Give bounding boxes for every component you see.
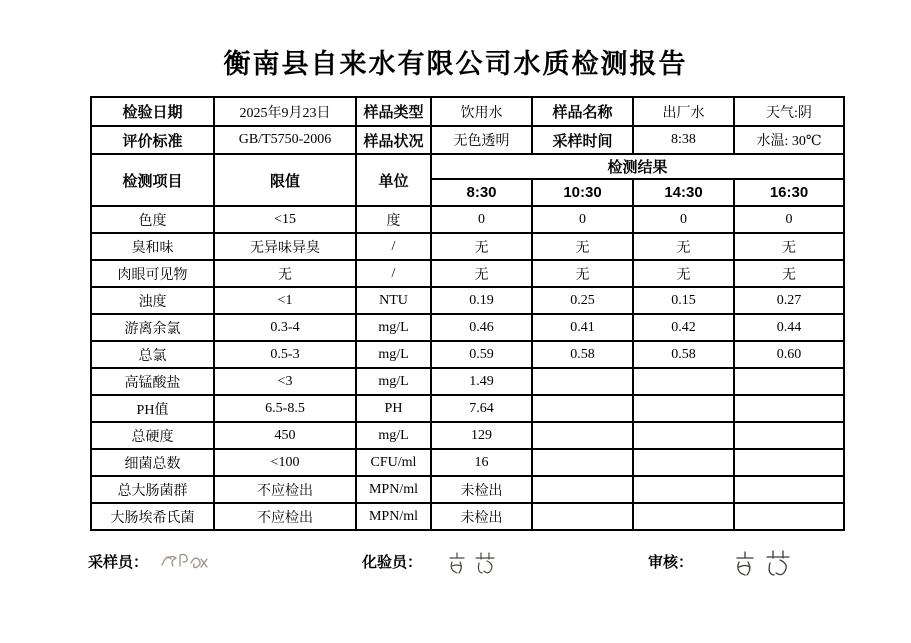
value-cell: 0.25 — [532, 287, 633, 314]
value-cell: 无 — [734, 260, 844, 287]
weather-value: 天气:阴 — [734, 97, 844, 126]
water-temp-value: 水温: 30℃ — [734, 126, 844, 154]
value-cell — [532, 395, 633, 422]
limit-cell: 6.5-8.5 — [214, 395, 356, 422]
tester-label: 化验员： — [362, 554, 423, 571]
table-row — [91, 503, 844, 530]
tester-signature-block — [362, 552, 502, 576]
value-cell: 无 — [431, 260, 532, 287]
value-cell — [633, 368, 734, 395]
standard-value: GB/T5750-2006 — [214, 126, 356, 154]
table-row — [91, 341, 844, 368]
value-cell: 无 — [734, 233, 844, 260]
table-row — [91, 368, 844, 395]
param-cell: 细菌总数 — [91, 449, 214, 476]
sample-type-value: 饮用水 — [431, 97, 532, 126]
param-cell: 肉眼可见物 — [91, 260, 214, 287]
sample-name-label: 样品名称 — [532, 97, 633, 126]
sampler-signature-block — [88, 552, 210, 574]
time-column-header: 16:30 — [734, 179, 844, 206]
param-cell: 色度 — [91, 206, 214, 233]
value-cell: 1.49 — [431, 368, 532, 395]
limit-column-header: 限值 — [214, 154, 356, 206]
unit-cell: PH — [356, 395, 431, 422]
value-cell — [633, 503, 734, 530]
value-cell — [734, 368, 844, 395]
value-cell: 0 — [734, 206, 844, 233]
value-cell — [734, 395, 844, 422]
value-cell — [633, 395, 734, 422]
value-cell: 0.19 — [431, 287, 532, 314]
param-cell: 大肠埃希氏菌 — [91, 503, 214, 530]
table-row — [91, 97, 844, 126]
value-cell: 0.42 — [633, 314, 734, 341]
value-cell: 0.59 — [431, 341, 532, 368]
value-cell — [734, 476, 844, 503]
reviewer-signature — [729, 548, 797, 580]
value-cell: 未检出 — [431, 476, 532, 503]
unit-cell: mg/L — [356, 422, 431, 449]
limit-cell: 不应检出 — [214, 503, 356, 530]
table-row — [91, 233, 844, 260]
value-cell: 无 — [532, 233, 633, 260]
standard-label: 评价标准 — [91, 126, 214, 154]
value-cell: 7.64 — [431, 395, 532, 422]
table-row — [91, 154, 844, 179]
limit-cell: <15 — [214, 206, 356, 233]
value-cell — [633, 422, 734, 449]
value-cell: 0.27 — [734, 287, 844, 314]
table-row — [91, 126, 844, 154]
limit-cell: 0.5-3 — [214, 341, 356, 368]
water-quality-table — [90, 96, 845, 531]
sample-name-value: 出厂水 — [633, 97, 734, 126]
unit-column-header: 单位 — [356, 154, 431, 206]
unit-cell: MPN/ml — [356, 476, 431, 503]
value-cell: 无 — [633, 260, 734, 287]
table-row — [91, 422, 844, 449]
time-column-header: 10:30 — [532, 179, 633, 206]
table-row — [91, 449, 844, 476]
param-cell: 游离余氯 — [91, 314, 214, 341]
tester-signature — [444, 550, 502, 576]
value-cell: 0.46 — [431, 314, 532, 341]
sampler-signature — [158, 550, 210, 574]
sampling-time-label: 采样时间 — [532, 126, 633, 154]
sampler-label: 采样员： — [88, 554, 149, 571]
limit-cell: 无异味异臭 — [214, 233, 356, 260]
unit-cell: mg/L — [356, 314, 431, 341]
table-row — [91, 260, 844, 287]
value-cell: 0.41 — [532, 314, 633, 341]
time-column-header: 8:30 — [431, 179, 532, 206]
param-cell: 臭和味 — [91, 233, 214, 260]
value-cell: 0 — [532, 206, 633, 233]
limit-cell: 0.3-4 — [214, 314, 356, 341]
unit-cell: 度 — [356, 206, 431, 233]
unit-cell: mg/L — [356, 368, 431, 395]
value-cell: 0 — [633, 206, 734, 233]
sampling-time-value: 8:38 — [633, 126, 734, 154]
value-cell: 0.60 — [734, 341, 844, 368]
table-row — [91, 206, 844, 233]
reviewer-signature-block — [648, 552, 797, 580]
value-cell: 无 — [532, 260, 633, 287]
reviewer-label: 审核： — [648, 554, 694, 571]
limit-cell: 不应检出 — [214, 476, 356, 503]
value-cell: 0.44 — [734, 314, 844, 341]
value-cell — [532, 503, 633, 530]
param-cell: 总氯 — [91, 341, 214, 368]
value-cell — [734, 449, 844, 476]
page-title: 衡南县自来水有限公司水质检测报告 — [223, 49, 688, 79]
value-cell: 0.58 — [532, 341, 633, 368]
value-cell: 无 — [633, 233, 734, 260]
param-cell: 总大肠菌群 — [91, 476, 214, 503]
param-cell: PH值 — [91, 395, 214, 422]
value-cell — [734, 422, 844, 449]
table-row — [91, 287, 844, 314]
unit-cell: / — [356, 260, 431, 287]
sample-state-label: 样品状况 — [356, 126, 431, 154]
unit-cell: CFU/ml — [356, 449, 431, 476]
value-cell: 16 — [431, 449, 532, 476]
limit-cell: <1 — [214, 287, 356, 314]
time-column-header: 14:30 — [633, 179, 734, 206]
sample-type-label: 样品类型 — [356, 97, 431, 126]
unit-cell: / — [356, 233, 431, 260]
value-cell: 0.15 — [633, 287, 734, 314]
value-cell — [633, 449, 734, 476]
limit-cell: 无 — [214, 260, 356, 287]
value-cell: 0 — [431, 206, 532, 233]
unit-cell: MPN/ml — [356, 503, 431, 530]
unit-cell: NTU — [356, 287, 431, 314]
value-cell — [532, 449, 633, 476]
value-cell: 0.58 — [633, 341, 734, 368]
unit-cell: mg/L — [356, 341, 431, 368]
limit-cell: <100 — [214, 449, 356, 476]
value-cell — [532, 422, 633, 449]
sample-state-value: 无色透明 — [431, 126, 532, 154]
param-cell: 高锰酸盐 — [91, 368, 214, 395]
item-column-header: 检测项目 — [91, 154, 214, 206]
value-cell — [532, 368, 633, 395]
value-cell: 未检出 — [431, 503, 532, 530]
value-cell — [532, 476, 633, 503]
inspect-date-value: 2025年9月23日 — [214, 97, 356, 126]
limit-cell: 450 — [214, 422, 356, 449]
table-row — [91, 314, 844, 341]
value-cell — [633, 476, 734, 503]
results-group-header: 检测结果 — [431, 154, 844, 179]
value-cell: 129 — [431, 422, 532, 449]
param-cell: 浊度 — [91, 287, 214, 314]
param-cell: 总硬度 — [91, 422, 214, 449]
table-row — [91, 395, 844, 422]
inspect-date-label: 检验日期 — [91, 97, 214, 126]
limit-cell: <3 — [214, 368, 356, 395]
value-cell: 无 — [431, 233, 532, 260]
table-row — [91, 476, 844, 503]
value-cell — [734, 503, 844, 530]
